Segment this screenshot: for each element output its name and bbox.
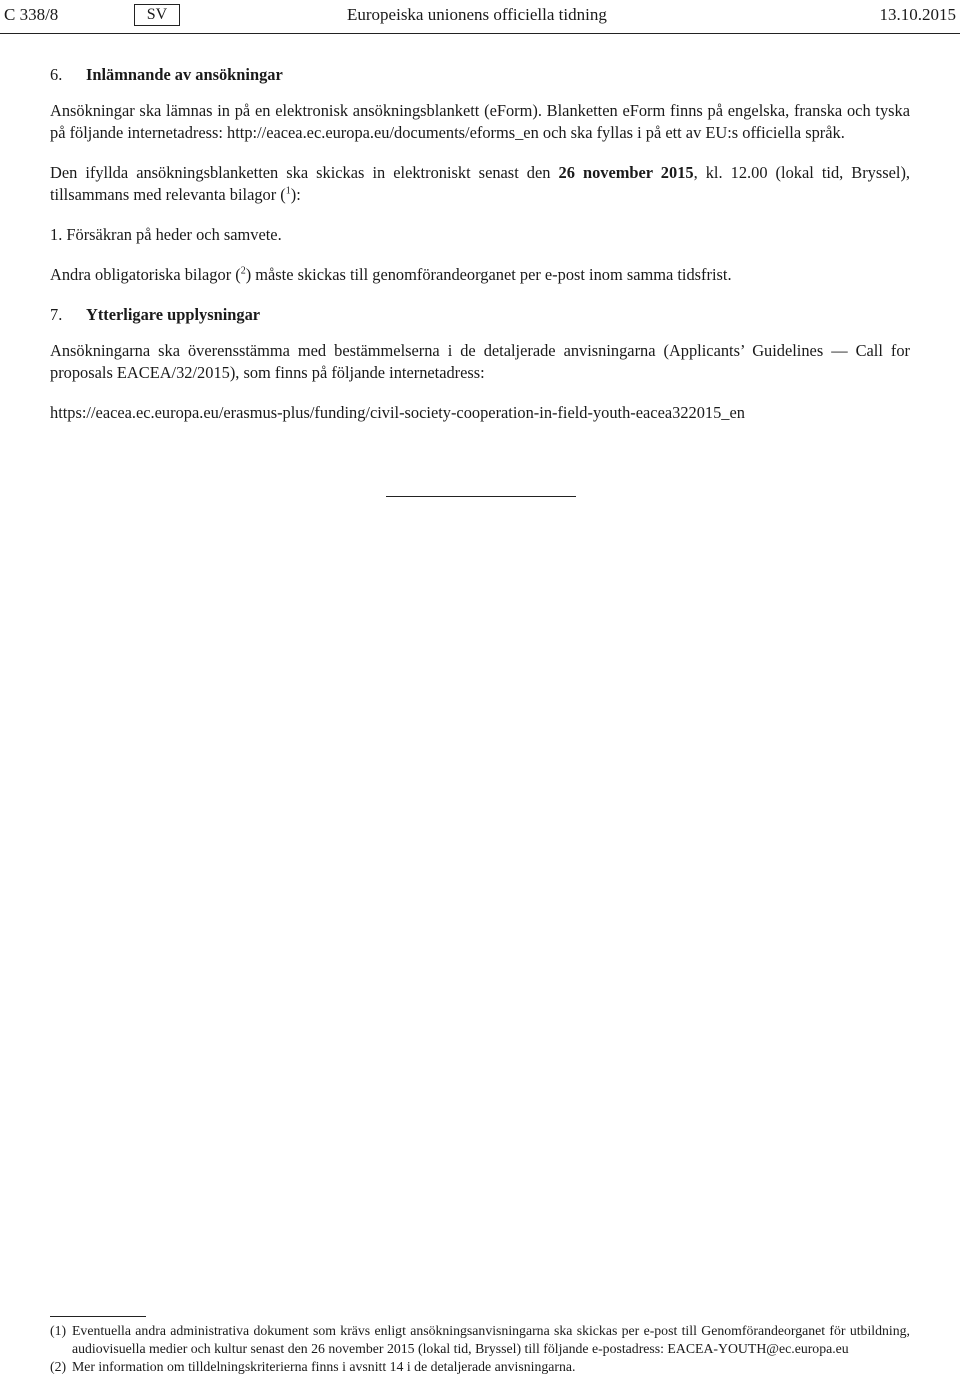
footnote-1-mark: (1) (50, 1323, 67, 1338)
footnote-1-text: Eventuella andra administrativa dokument som krävs enligt ansökningsanvisningarna ska skickas per e-post till Genomförandeorganet för utbildning, audiovisuella medier och kultur senast den 26 november 2015 (lokal tid, Bryssel) till följande e-postadress: EACEA-YOUTH@ec.europa.eu (72, 1323, 910, 1356)
footnote-1 (50, 1322, 910, 1358)
deadline-date: 26 november 2015 (558, 163, 694, 182)
footnote-2 (50, 1358, 910, 1376)
language-badge: SV (134, 4, 180, 26)
section-7-heading (50, 304, 910, 326)
page-header (0, 0, 960, 36)
footnotes (50, 1322, 910, 1376)
content-end-rule (386, 496, 576, 497)
section-6-paragraph-3 (50, 264, 910, 286)
guidelines-url[interactable]: https://eacea.ec.europa.eu/erasmus-plus/funding/civil-society-cooperation-in-field-youth-eacea322015_en (50, 403, 745, 422)
publication-reference: C 338/8 (4, 5, 59, 24)
footnote-ref-2[interactable]: 2 (240, 265, 246, 277)
footnote-rule (50, 1316, 146, 1317)
journal-title: Europeiska unionens officiella tidning (347, 5, 607, 24)
deadline-text-end: ): (290, 185, 301, 204)
footnote-2-text: Mer information om tilldelningskriterierna finns i avsnitt 14 i de detaljerade anvisningarna. (72, 1359, 576, 1374)
footnote-ref-1[interactable]: 1 (285, 185, 291, 197)
annex-text-cont: ) måste skickas till genomförandeorganet per e-post inom samma tidsfrist. (245, 265, 732, 284)
list-item-1: 1. Försäkran på heder och samvete. (50, 225, 282, 244)
annex-text: Andra obligatoriska bilagor ( (50, 265, 241, 284)
header-rule (0, 33, 960, 34)
section-7-title: Ytterligare upplysningar (86, 305, 261, 324)
section-7-number: 7. (50, 305, 63, 324)
footnote-2-mark: (2) (50, 1359, 67, 1374)
section-6-paragraph-1: Ansökningar ska lämnas in på en elektronisk ansökningsblankett (eForm). Blanketten eForm finns på engelska, franska och tyska på följande internetadress: http://eacea.ec.europa.eu/documents/eforms_en och ska fyllas i på ett av EU:s officiella språk. (50, 101, 910, 142)
section-6-paragraph-2 (50, 162, 910, 206)
publication-date: 13.10.2015 (879, 5, 956, 24)
document-body (50, 64, 910, 424)
deadline-text-cont: , kl. 12.00 (lokal tid, Bryssel), tillsammans med relevanta bilagor ( (50, 163, 911, 204)
section-7-paragraph-1: Ansökningarna ska överensstämma med bestämmelserna i de detaljerade anvisningarna (Applicants’ Guidelines — Call for proposals EACEA/32/2015), som finns på följande internetadress: (50, 341, 910, 382)
section-6-heading (50, 64, 910, 86)
section-6-title: Inlämnande av ansökningar (86, 65, 283, 84)
deadline-text: Den ifyllda ansökningsblanketten ska skickas in elektroniskt senast den (50, 163, 559, 182)
section-6-number: 6. (50, 65, 63, 84)
